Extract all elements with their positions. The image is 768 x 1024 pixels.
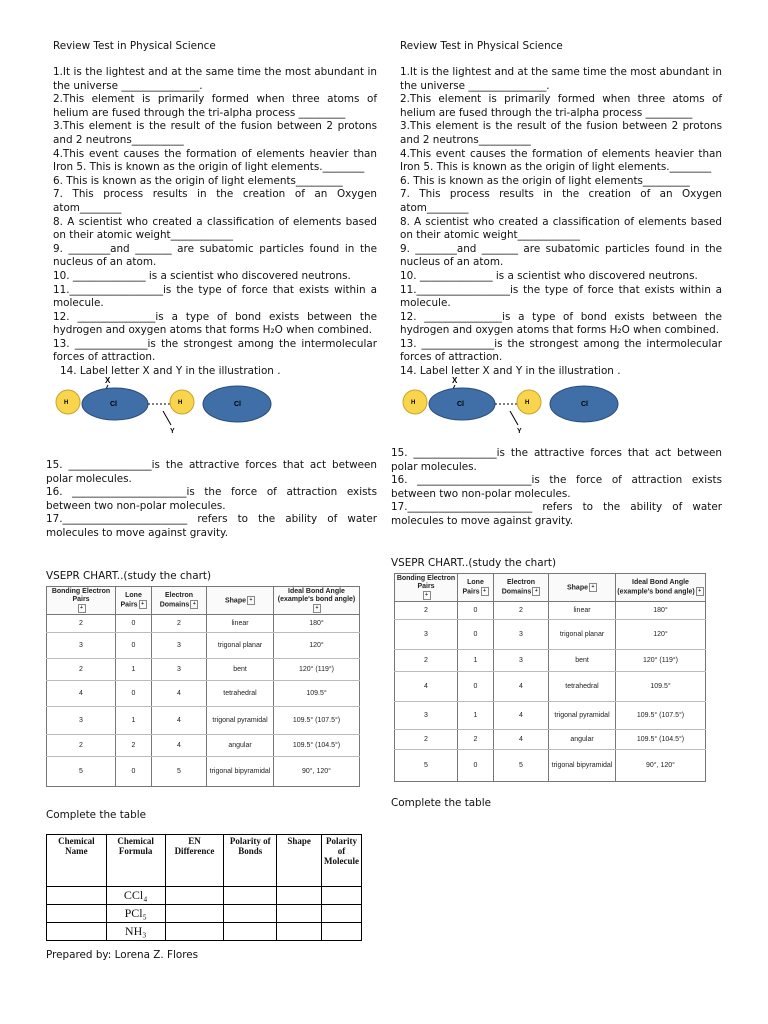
label-y: Y: [170, 428, 175, 435]
table-cell: 4: [152, 707, 207, 735]
comp-header-name: Chemical Name: [47, 835, 107, 887]
table-cell: 3: [47, 633, 116, 659]
questions-15-17-right: [391, 447, 722, 529]
table-cell: 5: [152, 757, 207, 787]
table-cell: 109.5° (104.5°): [274, 735, 360, 757]
table-cell: 109.5° (104.5°): [616, 730, 706, 750]
table-cell: 4: [494, 702, 549, 730]
table-row: [47, 615, 360, 633]
table-cell: 0: [116, 615, 152, 633]
table-cell: 90°, 120°: [616, 750, 706, 782]
table-cell: 90°, 120°: [274, 757, 360, 787]
table-cell: 0: [458, 620, 494, 650]
cl-label-2: Cl: [581, 401, 588, 408]
table-row: [395, 620, 706, 650]
question-11: 11.__________________is the type of force that exists within a molecule.: [400, 283, 722, 310]
table-row: NH₃: [47, 923, 362, 941]
vsepr-chart-left: [46, 586, 360, 787]
vsepr-header-lone: Lone Pairs +: [116, 587, 152, 615]
vsepr-header-shape: Shape +: [207, 587, 274, 615]
question-list-left: [53, 66, 377, 379]
table-row: [47, 633, 360, 659]
question-13: 13. ______________is the strongest among the intermolecular forces of attraction.: [400, 337, 722, 364]
table-cell: trigonal pyramidal: [549, 702, 616, 730]
table-cell: 5: [494, 750, 549, 782]
question-11: 11.__________________is the type of force that exists within a molecule.: [53, 283, 377, 310]
complete-table-label-right: Complete the table: [391, 797, 492, 809]
label-x: X: [105, 376, 111, 385]
question-4: 4.This event causes the formation of elements heavier than Iron 5. This is known as the origin of light elements.________: [400, 147, 722, 174]
table-cell: trigonal planar: [549, 620, 616, 650]
question-15: 15. ________________is the attractive forces that act between polar molecules.: [46, 459, 377, 485]
table-cell: 180°: [274, 615, 360, 633]
hcl-molecule-illustration-left: [50, 374, 280, 436]
table-cell: 120°: [274, 633, 360, 659]
table-cell: trigonal bipyramidal: [549, 750, 616, 782]
table-cell: 2: [116, 735, 152, 757]
question-10: 10. ______________ is a scientist who discovered neutrons.: [53, 269, 351, 282]
label-x: X: [452, 376, 458, 385]
table-cell: 4: [494, 672, 549, 702]
h-label-2: H: [525, 400, 530, 406]
vsepr-header-angle: Ideal Bond Angle (example's bond angle)+: [274, 587, 360, 615]
table-cell: 109.5°: [616, 672, 706, 702]
prepared-by: Prepared by: Lorena Z. Flores: [46, 949, 199, 961]
table-cell: 120° (119°): [616, 650, 706, 672]
table-cell: bent: [549, 650, 616, 672]
table-cell: 3: [494, 620, 549, 650]
question-1: 1.It is the lightest and at the same time the most abundant in the universe _______________.: [400, 66, 723, 92]
table-cell: 2: [47, 615, 116, 633]
table-cell: 3: [494, 650, 549, 672]
table-cell: linear: [207, 615, 274, 633]
table-cell: 0: [458, 672, 494, 702]
question-14: 14. Label letter X and Y in the illustration .: [60, 365, 281, 378]
table-row: [395, 750, 706, 782]
table-cell: 3: [152, 633, 207, 659]
table-cell: 2: [458, 730, 494, 750]
question-7: 7. This process results in the creation of an Oxygen atom________: [53, 188, 377, 214]
question-2: 2.This element is primarily formed when three atoms of helium are fused through the tri-alpha process _________: [53, 93, 377, 119]
table-cell: 3: [152, 659, 207, 681]
table-cell: 5: [47, 757, 116, 787]
question-list-right: [400, 66, 722, 379]
table-row: [47, 681, 360, 707]
cl-label: Cl: [110, 401, 117, 408]
questions-15-17-left: [46, 459, 377, 541]
table-cell: 120°: [616, 620, 706, 650]
table-cell: 0: [458, 602, 494, 620]
table-cell: 2: [47, 659, 116, 681]
question-17: 17.________________________ refers to the ability of water molecules to move against gravity.: [391, 501, 722, 527]
question-1: 1.It is the lightest and at the same time the most abundant in the universe _______________.: [53, 66, 377, 92]
table-cell: 109.5° (107.5°): [274, 707, 360, 735]
table-cell: angular: [207, 735, 274, 757]
cl-label: Cl: [457, 401, 464, 408]
question-9: 9. ________and _______ are subatomic particles found in the nucleus of an atom.: [400, 242, 722, 269]
completion-table: [46, 834, 362, 941]
table-cell: 2: [494, 602, 549, 620]
table-row: [47, 707, 360, 735]
table-cell: 120° (119°): [274, 659, 360, 681]
question-16: 16. ______________________is the force of attraction exists between two non-polar molecules.: [391, 474, 722, 500]
question-7: 7. This process results in the creation of an Oxygen atom________: [400, 188, 722, 214]
table-row: [47, 757, 360, 787]
vsepr-chart-right: [394, 573, 706, 782]
table-cell: 0: [116, 757, 152, 787]
vsepr-header-domains: Electron Domains +: [152, 587, 207, 615]
table-row: CCl₄: [47, 887, 362, 905]
table-cell: 2: [395, 650, 458, 672]
table-row: [47, 659, 360, 681]
question-10: 10. ______________ is a scientist who discovered neutrons.: [400, 269, 698, 282]
question-4: 4.This event causes the formation of elements heavier than Iron 5. This is known as the origin of light elements.________: [53, 147, 377, 174]
table-cell: 109.5°: [274, 681, 360, 707]
comp-header-shape: Shape: [277, 835, 322, 887]
table-row: [47, 735, 360, 757]
vsepr-header-lone: Lone Pairs +: [458, 574, 494, 602]
hcl-molecule-illustration-right: [397, 374, 627, 436]
complete-table-label-left: Complete the table: [46, 809, 147, 821]
question-2: 2.This element is primarily formed when three atoms of helium are fused through the tri-alpha process _________: [400, 93, 722, 119]
table-cell: 3: [395, 620, 458, 650]
table-cell: 0: [116, 633, 152, 659]
table-cell: trigonal pyramidal: [207, 707, 274, 735]
table-cell: 180°: [616, 602, 706, 620]
table-cell: 1: [116, 707, 152, 735]
table-cell: 4: [494, 730, 549, 750]
vsepr-header-angle: Ideal Bond Angle (example's bond angle) +: [616, 574, 706, 602]
table-cell: 3: [395, 702, 458, 730]
question-12: 12. _______________is a type of bond exists between the hydrogen and oxygen atoms that forms H₂O when combined.: [400, 310, 722, 337]
table-cell: angular: [549, 730, 616, 750]
comp-header-polarity-bonds: Polarity of Bonds: [224, 835, 277, 887]
table-cell: 2: [395, 730, 458, 750]
vsepr-header-bonding: Bonding Electron Pairs +: [395, 574, 458, 602]
page-title-right: Review Test in Physical Science: [400, 40, 563, 52]
question-12: 12. _______________is a type of bond exists between the hydrogen and oxygen atoms that forms H₂O when combined.: [53, 310, 377, 337]
pointer-y: [163, 411, 171, 425]
vsepr-title-right: VSEPR CHART..(study the chart): [391, 557, 557, 569]
label-y: Y: [517, 428, 522, 435]
vsepr-title-left: VSEPR CHART..(study the chart): [46, 570, 212, 582]
table-row: [395, 702, 706, 730]
table-cell: trigonal bipyramidal: [207, 757, 274, 787]
question-8: 8. A scientist who created a classification of elements based on their atomic weight____________: [400, 215, 722, 242]
table-cell: 2: [152, 615, 207, 633]
question-17: 17.________________________ refers to the ability of water molecules to move against gravity.: [46, 513, 377, 539]
question-14: 14. Label letter X and Y in the illustration .: [400, 365, 621, 378]
table-row: [395, 672, 706, 702]
table-cell: 3: [47, 707, 116, 735]
question-6: 6. This is known as the origin of light elements_________: [400, 174, 690, 187]
table-cell: tetrahedral: [207, 681, 274, 707]
table-cell: trigonal planar: [207, 633, 274, 659]
comp-header-polarity-molecule: Polarity of Molecule: [322, 835, 362, 887]
table-cell: 1: [116, 659, 152, 681]
comp-header-formula: Chemical Formula: [106, 835, 165, 887]
h-label: H: [64, 400, 69, 406]
table-cell: linear: [549, 602, 616, 620]
table-cell: 5: [395, 750, 458, 782]
question-9: 9. ________and _______ are subatomic particles found in the nucleus of an atom.: [53, 242, 377, 269]
table-row: [395, 650, 706, 672]
pointer-y: [510, 411, 518, 425]
table-cell: 2: [395, 602, 458, 620]
table-cell: 4: [152, 681, 207, 707]
table-cell: tetrahedral: [549, 672, 616, 702]
table-cell: 4: [152, 735, 207, 757]
table-row: PCl₅: [47, 905, 362, 923]
question-13: 13. ______________is the strongest among the intermolecular forces of attraction.: [53, 337, 377, 364]
question-8: 8. A scientist who created a classification of elements based on their atomic weight____________: [53, 215, 377, 242]
question-6: 6. This is known as the origin of light elements_________: [53, 174, 343, 187]
vsepr-header-shape: Shape +: [549, 574, 616, 602]
table-cell: 1: [458, 702, 494, 730]
question-15: 15. ________________is the attractive forces that act between polar molecules.: [391, 447, 722, 473]
h-label: H: [411, 400, 416, 406]
cl-label-2: Cl: [234, 401, 241, 408]
question-3: 3.This element is the result of the fusion between 2 protons and 2 neutrons__________: [400, 120, 722, 146]
table-cell: 4: [395, 672, 458, 702]
table-row: [395, 730, 706, 750]
table-cell: 0: [458, 750, 494, 782]
comp-header-en: EN Difference: [165, 835, 224, 887]
table-cell: 109.5° (107.5°): [616, 702, 706, 730]
table-cell: 4: [47, 681, 116, 707]
page-title-left: Review Test in Physical Science: [53, 40, 216, 52]
vsepr-header-bonding: Bonding Electron Pairs +: [47, 587, 116, 615]
question-3: 3.This element is the result of the fusion between 2 protons and 2 neutrons__________: [53, 120, 377, 146]
vsepr-header-domains: Electron Domains +: [494, 574, 549, 602]
table-cell: 0: [116, 681, 152, 707]
table-row: [395, 602, 706, 620]
table-cell: 2: [47, 735, 116, 757]
question-16: 16. ______________________is the force of attraction exists between two non-polar molecules.: [46, 486, 377, 512]
table-cell: bent: [207, 659, 274, 681]
table-cell: 1: [458, 650, 494, 672]
h-label-2: H: [178, 400, 183, 406]
